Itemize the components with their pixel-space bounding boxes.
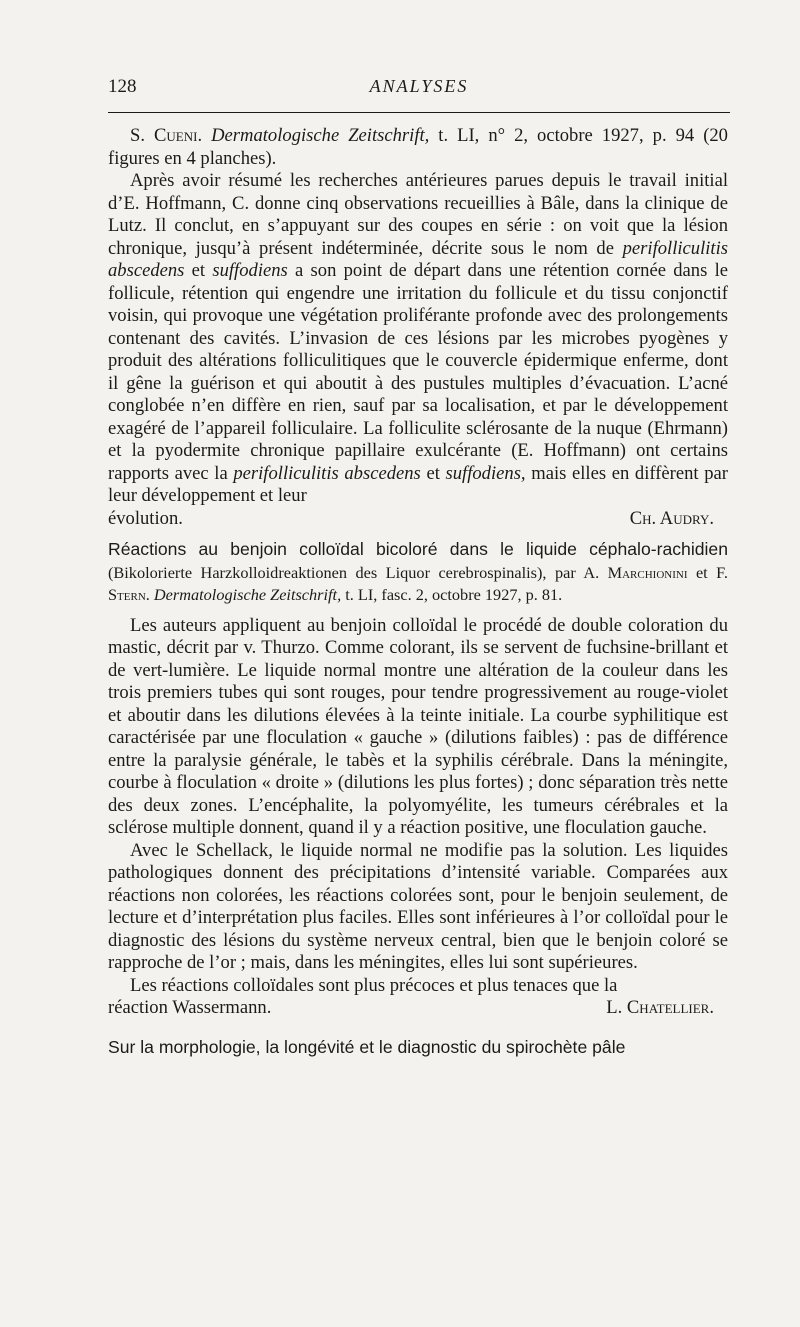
page-body (108, 125, 728, 1058)
article-marchionini (108, 538, 728, 1020)
article-paragraph: Les auteurs appliquent au benjoin colloïdal le procédé de double coloration du mastic, décrit par v. Thurzo. Comme colorant, ils se servent de fuchsine-brillant et de vert-lumière. Le liquide normal montre une altération de la couleur dans les trois premiers tubes qui sont rouges, pour tendre progressivement au rouge-violet et aboutir dans les dilutions élevées à la teinte initiale. La courbe syphilitique est caractérisée par une floculation « gauche » (dilutions faibles) : pas de différence entre la paralysie générale, le tabès et la syphilis cérébrale. Dans la méningite, courbe à floculation « droite » (dilutions les plus fortes) ; donc séparation très nette des deux zones. L’encéphalite, la polyomyélite, les tumeurs cérébrales et la sclérose multiple donnent, quand il y a réaction positive, une floculation gauche. (108, 614, 728, 838)
article-title: Réactions au benjoin colloïdal bicoloré dans le liquide céphalo-rachidien (108, 539, 728, 559)
reference-details: t. LI, fasc. 2, octobre 1927, p. 81. (341, 585, 563, 604)
paragraph-text: mais elles en diffèrent par leur développement et leur (108, 462, 728, 506)
paragraph-end: évolution. (108, 507, 183, 529)
journal-title: Dermatologische Zeitschrift, (211, 125, 430, 146)
author: S. Cueni. (130, 125, 203, 146)
signature-line (108, 997, 728, 1020)
signature: L. Chatellier. (606, 997, 714, 1018)
page-header (108, 76, 730, 108)
latin-term: perifolliculitis abscedens (233, 462, 421, 484)
latin-term: suffodiens, (445, 462, 526, 484)
author: Stern. (108, 585, 150, 604)
signature-line (108, 508, 728, 531)
article-cueni (108, 125, 728, 530)
article-title: Sur la morphologie, la longévité et le diagnostic du spirochète pâle (108, 1036, 626, 1057)
article-paragraph: Les réactions colloïdales sont plus précoces et plus tenaces que la (130, 974, 618, 996)
paragraph-text: Après avoir résumé les recherches antérieures parues depuis le travail initial d’E. Hoffmann, C. donne cinq observations recueillies à Bâle, dans la clinique de Lutz. Il conclut, en s’appuyant sur des coupes en série : on voit que la lésion chronique, jusqu’à présent indéterminée, décrite sous le nom de (108, 170, 728, 259)
reference-details: t. LI, n° 2, octobre 1927, p. 94 (20 figures en 4 planches). (108, 125, 728, 169)
author: Marchionini (607, 562, 688, 582)
paragraph-text: et (420, 462, 446, 484)
latin-term: perifolliculitis abscedens (108, 237, 728, 281)
page-number: 128 (108, 76, 137, 97)
paragraph-end: réaction Wassermann. (108, 997, 272, 1018)
latin-term: suffodiens (212, 260, 288, 281)
article-subtitle: (Bikolorierte Harzkolloidreaktionen des Liquor cerebrospinalis), par A. (108, 562, 608, 582)
article-reference (108, 125, 728, 170)
signature: Ch. Audry. (629, 507, 714, 529)
article-heading (108, 538, 728, 607)
article-paragraph: Avec le Schellack, le liquide normal ne modifie pas la solution. Les liquides pathologiques donnent des précipitations d’intensité variable. Comparées aux réactions non colorées, les réactions colorées sont, pour le benjoin seulement, de lecture et d’interprétation plus faciles. Elles sont inférieures à l’or colloïdal pour le diagnostic des lésions du système nerveux central, bien que le benjoin coloré se rapproche de l’or ; mais, dans les méningites, elles lui sont supérieures. (108, 839, 728, 973)
running-head: ANALYSES (369, 76, 469, 96)
article-spirochete (108, 1036, 728, 1059)
header-rule (108, 112, 730, 113)
conjunction: et F. (687, 562, 728, 582)
paragraph-text: et (184, 260, 213, 281)
article-paragraph (108, 170, 728, 508)
journal-title: Dermatologische Zeitschrift, (149, 585, 342, 604)
paragraph-text: a son point de départ dans une rétention cornée dans le follicule, rétention qui engendre une irritation du follicule et du tissu conjonctif voisin, qui provoque une végétation proliférante profonde avec des prolongements contenant des cavités. L’invasion de ces lésions par les microbes pyogènes y produit des altérations folliculitiques que le couvercle épidermique enferme, dont il gêne la guérison et qui aboutit à des pustules multiples d’évacuation. L’acné conglobée n’en diffère en rien, sauf par sa localisation, et par le développement exagéré de l’appareil folliculaire. La folliculite sclérosante de la nuque (Ehrmann) et la pyodermite chronique papillaire exulcérante (E. Hoffmann) ont certains rapports avec la (108, 260, 728, 484)
